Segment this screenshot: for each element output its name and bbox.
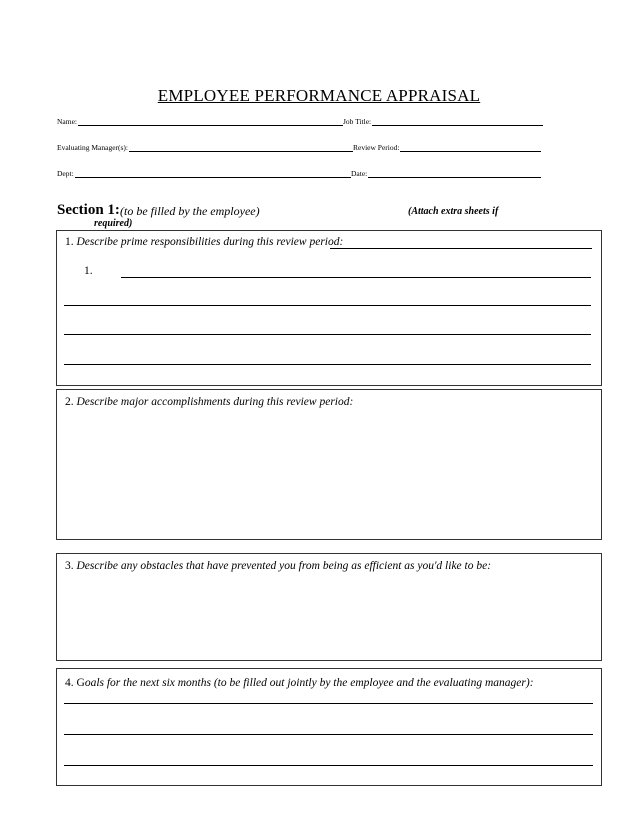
section-1-header — [57, 202, 577, 232]
question-4-text: oals for the next six months (to be filled out jointly by the employee and the evaluating manager): — [84, 677, 534, 689]
date-label: Date: — [351, 169, 368, 178]
question-2-label — [65, 396, 353, 408]
review-period-line[interactable] — [400, 142, 541, 152]
question-3-box[interactable] — [56, 553, 602, 661]
evaluating-manager-line[interactable] — [129, 142, 353, 152]
question-4-answer-line-3[interactable] — [64, 765, 593, 766]
question-1-answer-line-1[interactable] — [64, 305, 591, 306]
job-title-line[interactable] — [372, 116, 543, 126]
name-field[interactable] — [57, 114, 343, 126]
question-3-number: 3. — [65, 560, 74, 572]
evaluating-manager-field[interactable] — [57, 140, 353, 152]
date-field[interactable] — [351, 166, 541, 178]
attach-sheets-note: (Attach extra sheets if — [408, 206, 499, 217]
question-1-box — [56, 230, 602, 386]
question-4-answer-line-2[interactable] — [64, 734, 593, 735]
review-period-field[interactable] — [353, 140, 541, 152]
question-2-text: Describe major accomplishments during this review period: — [76, 396, 354, 408]
question-3-label — [65, 560, 491, 572]
question-4-label — [65, 677, 534, 689]
question-2-number: 2. — [65, 396, 74, 408]
name-line[interactable] — [78, 116, 343, 126]
dept-field[interactable] — [57, 166, 351, 178]
question-1-answer-line-3[interactable] — [64, 364, 591, 365]
question-1-label — [65, 236, 343, 248]
dept-date-row — [57, 166, 543, 178]
question-3-text: Describe any obstacles that have prevented you from being as efficient as you'd like to be: — [76, 560, 492, 572]
question-1-number: 1. — [65, 236, 74, 248]
question-1-answer-line-2[interactable] — [64, 334, 591, 335]
job-title-label: Job Title: — [343, 117, 372, 126]
date-line[interactable] — [368, 168, 541, 178]
dept-label: Dept: — [57, 169, 74, 178]
responsibility-item-line[interactable] — [121, 277, 591, 278]
manager-period-row — [57, 140, 543, 152]
review-period-label: Review Period: — [353, 143, 400, 152]
question-4-answer-line-1[interactable] — [64, 703, 593, 704]
question-4-box — [56, 668, 602, 786]
evaluating-manager-label: Evaluating Manager(s): — [57, 143, 129, 152]
job-title-field[interactable] — [343, 114, 543, 126]
question-4-number: 4. G — [65, 677, 85, 689]
question-1-text: Describe prime responsibilities during this review period: — [76, 236, 344, 248]
attach-sheets-note-cont: required) — [94, 218, 133, 229]
name-jobtitle-row — [57, 114, 543, 126]
question-1-inline-line[interactable] — [330, 248, 592, 249]
responsibility-item-number: 1. — [84, 265, 93, 277]
section-1-title: Section 1: — [57, 202, 120, 218]
form-title: EMPLOYEE PERFORMANCE APPRAISAL — [157, 86, 481, 105]
name-label: Name: — [57, 117, 77, 126]
question-2-box[interactable] — [56, 389, 602, 540]
dept-line[interactable] — [75, 168, 351, 178]
section-1-subtitle: (to be filled by the employee) — [120, 204, 260, 218]
